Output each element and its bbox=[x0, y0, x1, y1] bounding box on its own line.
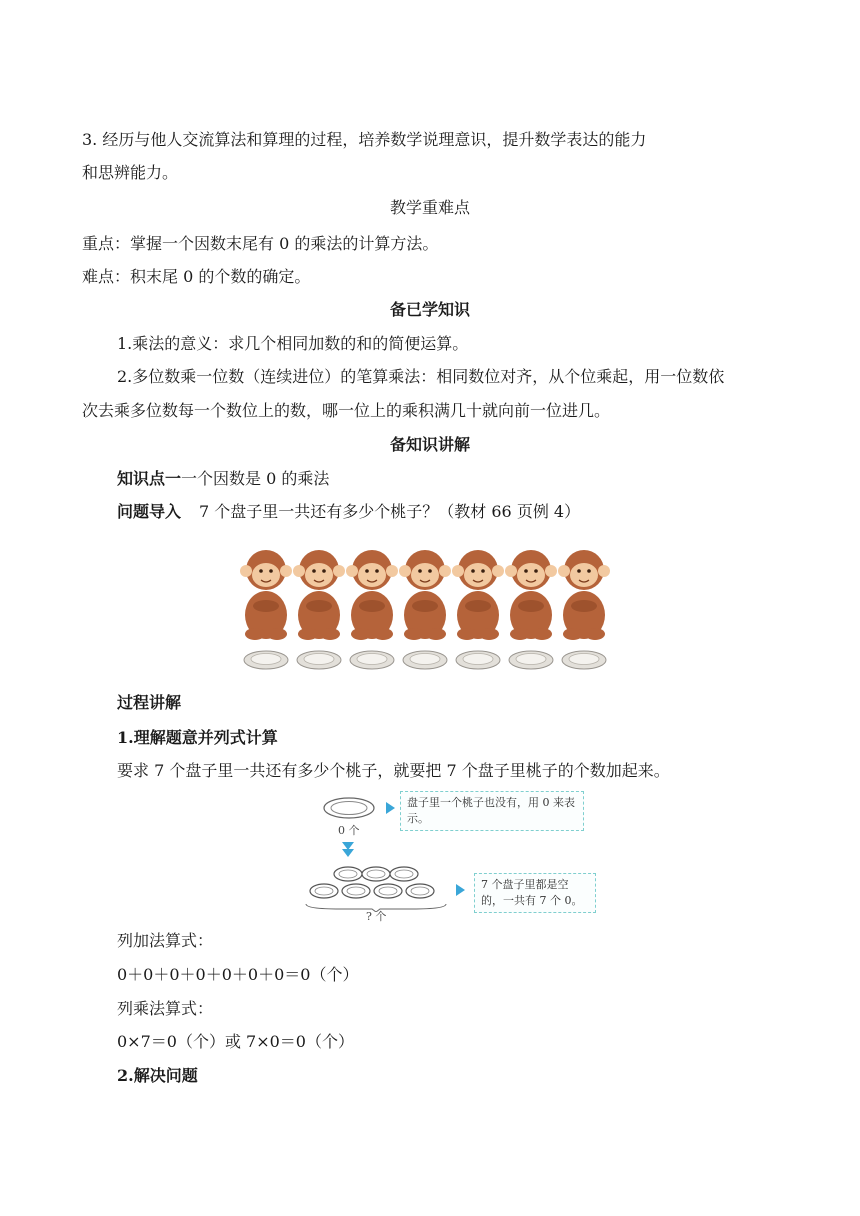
monkey-figure bbox=[399, 550, 451, 640]
empty-plate bbox=[509, 651, 553, 669]
empty-plate bbox=[403, 651, 447, 669]
knowledge-point-label: 知识点一 bbox=[117, 469, 182, 488]
monkeys-illustration bbox=[236, 540, 622, 676]
key-point: 重点：掌握一个因数末尾有 0 的乘法的计算方法。 bbox=[82, 234, 439, 253]
note-empty-plate: 盘子里一个桃子也没有，用 0 来表示。 bbox=[400, 791, 584, 831]
single-plate-icon bbox=[322, 795, 376, 821]
empty-plate bbox=[406, 884, 434, 898]
goal-3-line-1: 3. 经历与他人交流算法和算理的过程，培养数学说理意识，提升数学表达的能力 bbox=[82, 130, 647, 149]
multiplication-label: 列乘法算式： bbox=[117, 999, 214, 1018]
total-count-label: ? 个 bbox=[366, 910, 387, 923]
plate-count-label: 0 个 bbox=[338, 824, 360, 837]
monkey-figure bbox=[346, 550, 398, 640]
arrow-down-icon bbox=[340, 840, 356, 860]
monkey-figure bbox=[240, 550, 292, 640]
knowledge-point-heading bbox=[117, 468, 329, 490]
prior-knowledge-2-line-2: 次去乘多位数每一个数位上的数，哪一位上的乘积满几十就向前一位进几。 bbox=[82, 401, 611, 420]
knowledge-point-title: 一个因数是 0 的乘法 bbox=[181, 469, 330, 488]
monkey-figure bbox=[293, 550, 345, 640]
problem-intro bbox=[117, 501, 580, 523]
problem-intro-text: 7 个盘子里一共还有多少个桃子？（教材 66 页例 4） bbox=[199, 502, 581, 521]
note-seven-zeros: 7 个盘子里都是空的，一共有 7 个 0。 bbox=[474, 873, 596, 913]
empty-plate bbox=[297, 651, 341, 669]
process-heading: 过程讲解 bbox=[117, 693, 182, 712]
prior-knowledge-1: 1.乘法的意义：求几个相同加数的和的简便运算。 bbox=[117, 334, 469, 353]
empty-plate bbox=[390, 867, 418, 881]
empty-plate bbox=[350, 651, 394, 669]
step-2-heading: 2.解决问题 bbox=[117, 1066, 198, 1085]
arrow-right-icon bbox=[386, 802, 395, 814]
multiplication-formula: 0×7＝0（个）或 7×0＝0（个） bbox=[117, 1032, 354, 1051]
monkey-figure bbox=[452, 550, 504, 640]
empty-plate bbox=[362, 867, 390, 881]
difficult-point: 难点：积末尾 0 的个数的确定。 bbox=[82, 267, 311, 286]
section-heading-key-points: 教学重难点 bbox=[389, 198, 470, 217]
empty-plate bbox=[456, 651, 500, 669]
empty-plate bbox=[310, 884, 338, 898]
monkey-figure bbox=[558, 550, 610, 640]
empty-plate bbox=[334, 867, 362, 881]
problem-intro-label: 问题导入 bbox=[117, 502, 182, 521]
addition-label: 列加法算式： bbox=[117, 931, 214, 950]
arrow-right-icon bbox=[456, 884, 465, 896]
step-1-text: 要求 7 个盘子里一共还有多少个桃子，就要把 7 个盘子里桃子的个数加起来。 bbox=[117, 761, 670, 780]
goal-3-line-2: 和思辨能力。 bbox=[82, 163, 179, 182]
section-heading-explanation: 备知识讲解 bbox=[389, 435, 470, 454]
step-1-heading: 1.理解题意并列式计算 bbox=[117, 728, 278, 747]
section-heading-prior-knowledge: 备已学知识 bbox=[389, 300, 470, 319]
prior-knowledge-2-line-1: 2.多位数乘一位数（连续进位）的笔算乘法：相同数位对齐，从个位乘起，用一位数依 bbox=[117, 367, 725, 386]
empty-plate bbox=[342, 884, 370, 898]
seven-plates-icon bbox=[300, 862, 450, 912]
empty-plate bbox=[562, 651, 606, 669]
addition-formula: 0＋0＋0＋0＋0＋0＋0＝0（个） bbox=[117, 965, 359, 984]
empty-plate bbox=[244, 651, 288, 669]
empty-plate bbox=[374, 884, 402, 898]
monkey-figure bbox=[505, 550, 557, 640]
